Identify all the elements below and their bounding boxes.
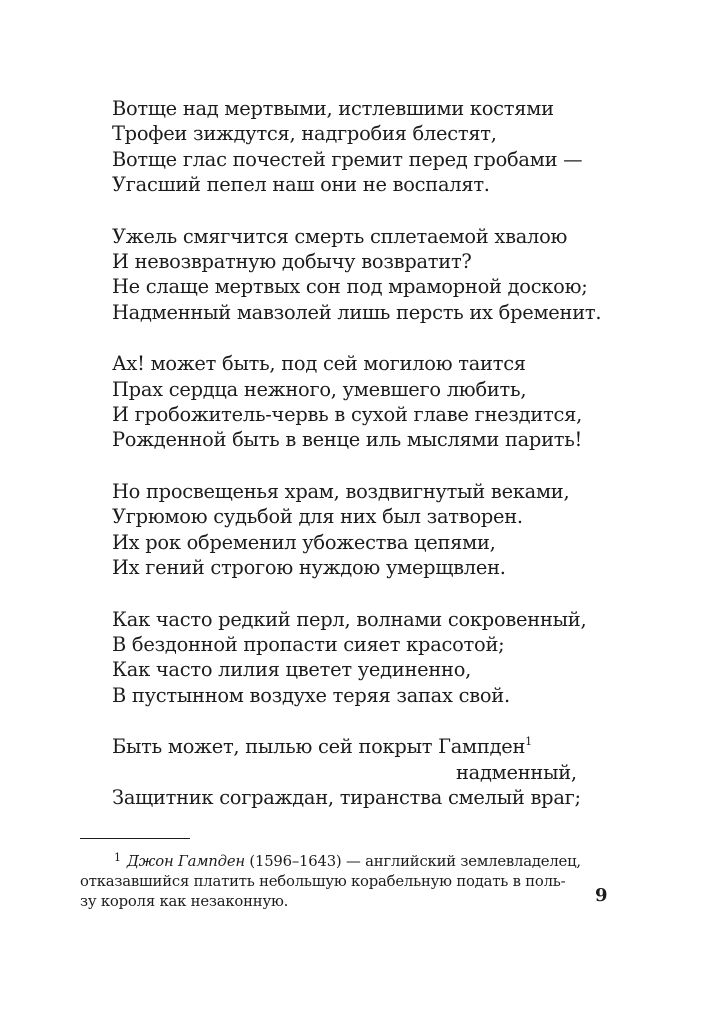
footnote-text: (1596–1643) — английский землевладелец, [244,853,581,870]
stanza-2 [112,224,602,326]
verse-line: В пустынном воздухе теряя запах свой. [112,683,510,707]
verse-line: Ужель смягчится смерть сплетаемой хвалою [112,224,568,248]
poem-body [112,96,602,836]
verse-line: Но просвещенья храм, воздвигнутый веками, [112,479,570,503]
verse-line: Ах! может быть, под сей могилою таится [112,352,526,376]
footnote-person-name: Джон Гампден [126,853,245,870]
stanza-3 [112,351,592,453]
footnote [80,848,580,912]
verse-line: И невозвратную добычу возвратит? [112,250,472,274]
verse-line: Не слаще мертвых сон под мраморной доскою; [112,275,588,299]
footnote-line: отказавшийся платить небольшую корабельную подать в поль- [80,873,566,890]
verse-line: Их гений строгою нуждою умерщвлен. [112,556,506,580]
verse-line: Как часто редкий перл, волнами сокровенный, [112,607,587,631]
verse-line: Защитник сограждан, тиранства смелый враг; [112,785,581,809]
verse-line: Надменный мавзолей лишь персть их бременит. [112,300,602,324]
verse-line-text: Быть может, пылью сей покрыт Гампден [112,735,526,759]
verse-line: Как часто лилия цветет уединенно, [112,658,472,682]
stanza-4 [112,479,592,581]
verse-line: Рожденной быть в венце иль мыслями парить! [112,428,583,452]
verse-line: Угасший пепел наш они не воспалят. [112,173,490,197]
verse-line: Угрюмою судьбой для них был затворен. [112,505,523,529]
page-number: 9 [595,885,608,906]
stanza-5 [112,607,592,709]
stanza-6 [112,734,592,810]
verse-line: Их рок обременил убожества цепями, [112,530,496,554]
footnote-line [80,848,580,872]
verse-line: Вотще глас почестей гремит перед гробами — [112,147,583,171]
footnote-marker: 1 [525,735,532,749]
verse-line [112,734,592,759]
footnote-line: зу короля как незаконную. [80,893,289,910]
stanza-1 [112,96,592,198]
footnote-separator [80,838,190,839]
verse-line: В бездонной пропасти сияет красотой; [112,632,505,656]
verse-line: Трофеи зиждутся, надгробия блестят, [112,122,497,146]
verse-line: И гробожитель-червь в сухой главе гнездится, [112,403,583,427]
verse-line-continuation: надменный, [456,760,577,784]
verse-line: Вотще над мертвыми, истлевшими костями [112,97,554,120]
footnote-number: 1 [114,851,121,864]
verse-line: Прах сердца нежного, умевшего любить, [112,377,527,401]
